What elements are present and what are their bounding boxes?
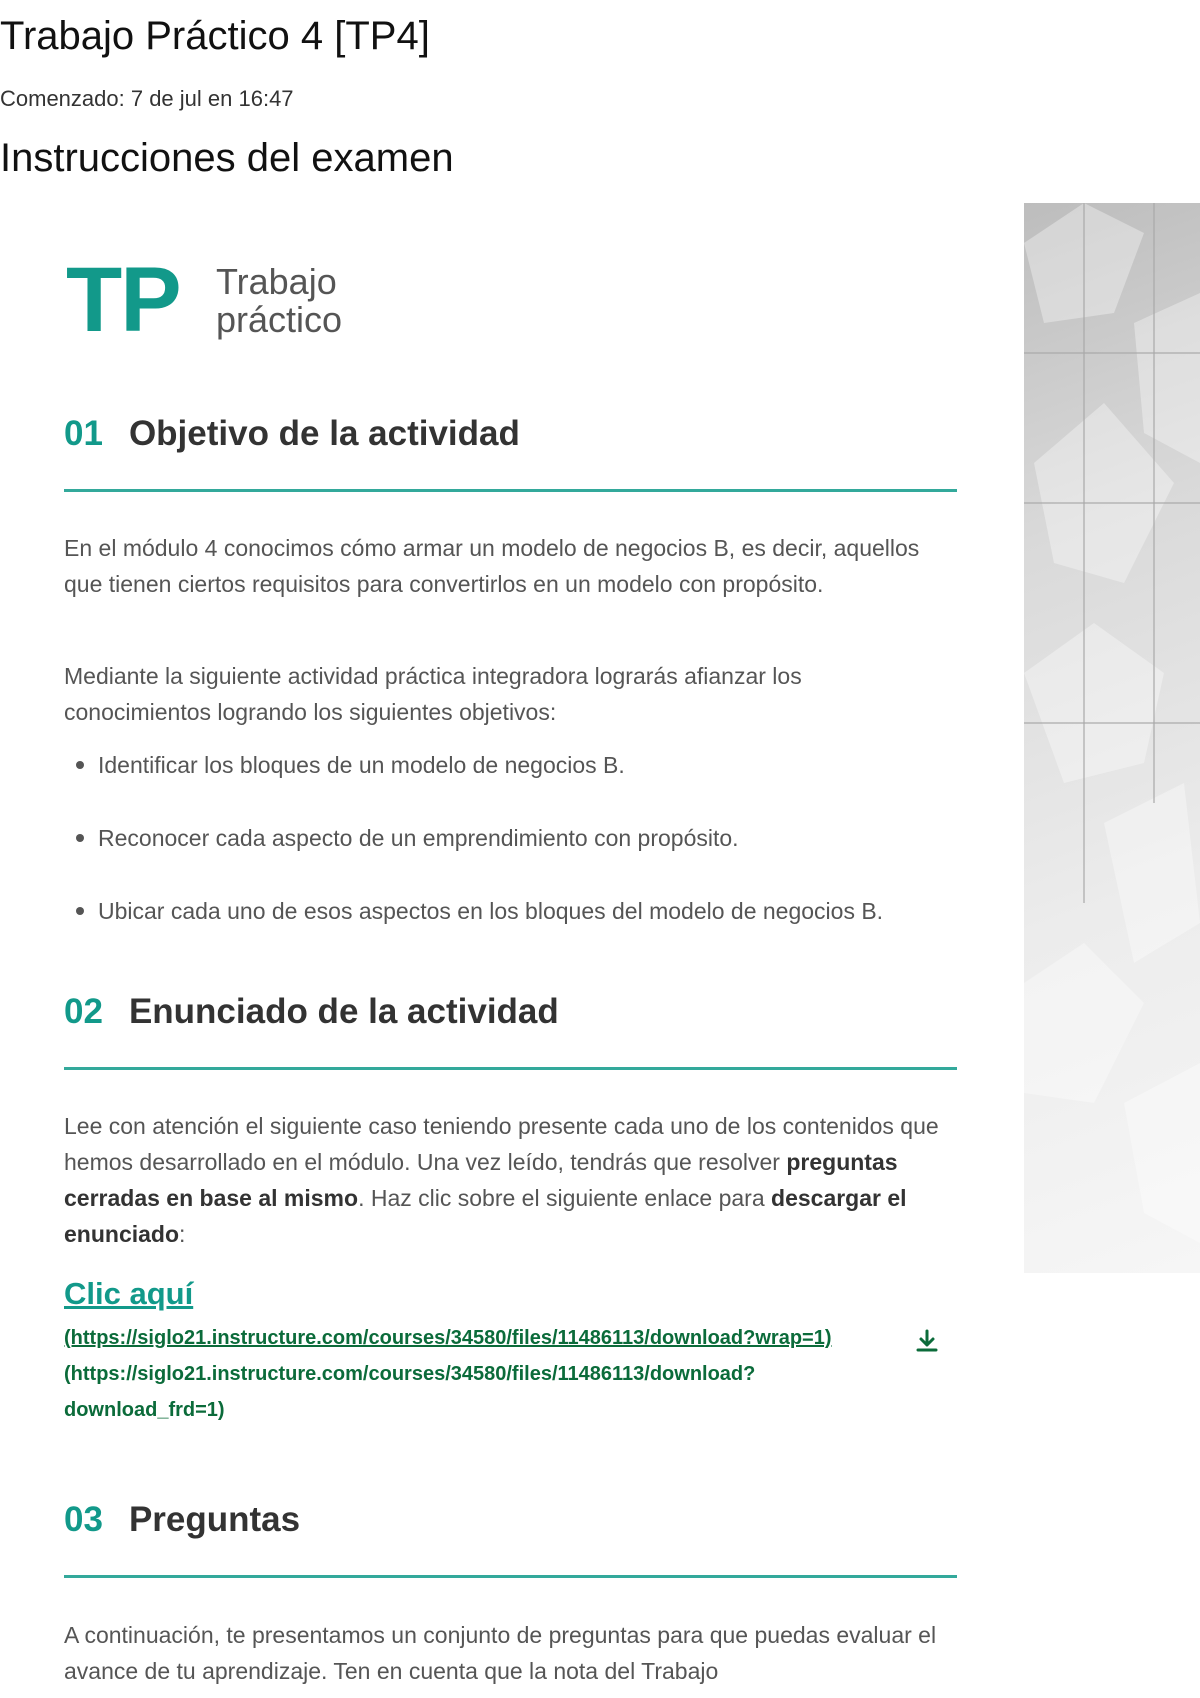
bullet-icon	[76, 907, 84, 915]
section-number: 03	[64, 1500, 103, 1539]
bullet-icon	[76, 834, 84, 842]
download-wrap-link[interactable]: (https://siglo21.instructure.com/courses/34580/files/11486113/download?wrap=1)	[64, 1327, 832, 1349]
section-preguntas-heading	[64, 1500, 300, 1540]
download-frd-link-line1[interactable]: (https://siglo21.instructure.com/courses/34580/files/11486113/download?	[64, 1363, 756, 1385]
preguntas-paragraph: A continuación, te presentamos un conjunto de preguntas para que puedas evaluar el avance de tu aprendizaje. Ten en cuenta que la nota del Trabajo	[64, 1622, 937, 1684]
section-divider	[64, 1067, 957, 1070]
tp-logo-letters: TP	[66, 249, 180, 351]
list-item: Ubicar cada uno de esos aspectos en los bloques del modelo de negocios B.	[76, 898, 883, 925]
section-title: Objetivo de la actividad	[128, 414, 520, 453]
section-divider	[64, 1575, 957, 1578]
section-objetivo-heading	[64, 414, 520, 454]
enunciado-paragraph: Lee con atención el siguiente caso teniendo presente cada uno de los contenidos que hemos desarrollado en el módulo. Una vez leído, tendrás que resolver preguntas cerradas en base al mismo. Haz clic sobre el siguiente enlace para descargar el enunciado:	[64, 1113, 939, 1247]
objetivo-paragraph-2: Mediante la siguiente actividad práctica integradora lograrás afianzar los conocimientos logrando los siguientes objetivos:	[64, 663, 802, 725]
instructions-title: Instrucciones del examen	[0, 136, 454, 180]
section-enunciado-heading	[64, 992, 559, 1032]
clic-aqui-link[interactable]: Clic aquí	[64, 1276, 194, 1311]
section-number: 01	[64, 414, 103, 453]
section-title: Enunciado de la actividad	[128, 992, 559, 1031]
section-divider	[64, 489, 957, 492]
download-frd-link-line2[interactable]: download_frd=1)	[64, 1399, 225, 1421]
list-item: Identificar los bloques de un modelo de negocios B.	[76, 752, 625, 779]
download-icon[interactable]	[914, 1328, 940, 1354]
page-title: Trabajo Práctico 4 [TP4]	[0, 14, 430, 58]
section-number: 02	[64, 992, 103, 1031]
tp-logo-word-line1: Trabajo	[216, 261, 337, 302]
decorative-architecture-image	[1024, 203, 1200, 1273]
started-timestamp: Comenzado: 7 de jul en 16:47	[0, 86, 294, 111]
objetivo-paragraph-1: En el módulo 4 conocimos cómo armar un modelo de negocios B, es decir, aquellos que tienen ciertos requisitos para convertirlos en un modelo con propósito.	[64, 535, 920, 597]
section-title: Preguntas	[128, 1500, 301, 1539]
bullet-icon	[76, 761, 84, 769]
list-item: Reconocer cada aspecto de un emprendimiento con propósito.	[76, 825, 739, 852]
tp-logo-word-line2: práctico	[216, 299, 343, 340]
